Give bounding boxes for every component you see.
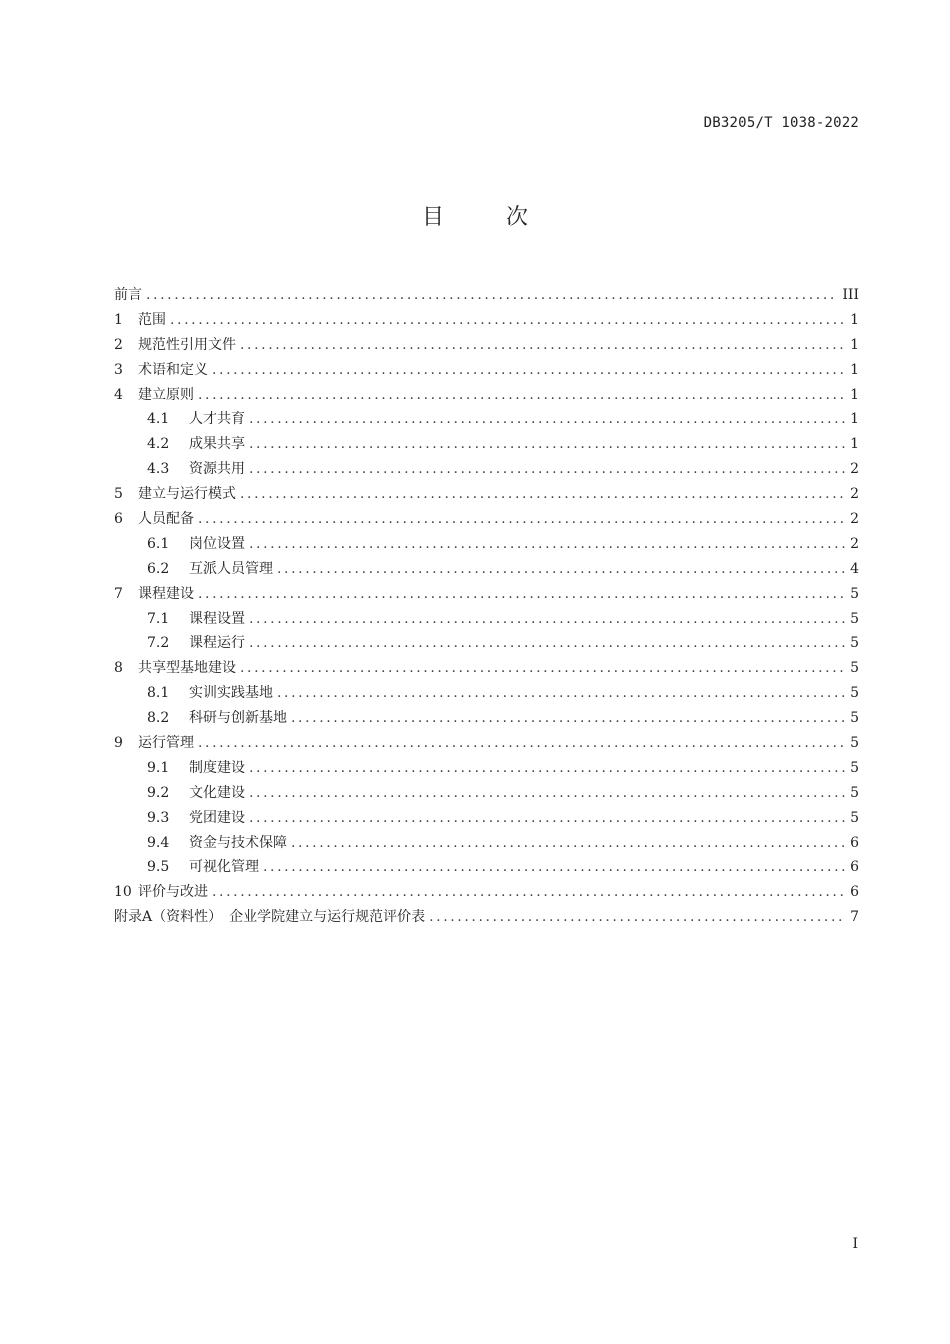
toc-entry-number: 6.1 xyxy=(147,535,170,552)
toc-entry[interactable] xyxy=(114,831,859,856)
toc-entry[interactable] xyxy=(114,358,859,383)
toc-entry-page: 1 xyxy=(850,411,859,428)
toc-entry-page: 5 xyxy=(850,610,859,627)
toc-entry-label: 建立与运行模式 xyxy=(138,486,236,503)
toc-entry-number: 9.5 xyxy=(147,859,170,876)
toc-entry-page: 2 xyxy=(850,486,859,503)
toc-entry-number: 9.4 xyxy=(147,834,170,851)
toc-entry-number: 7 xyxy=(114,585,123,602)
toc-entry-label: 范围 xyxy=(138,311,166,328)
toc-dot-leader xyxy=(198,507,846,532)
toc-entry-page: 7 xyxy=(850,909,859,926)
toc-dot-leader xyxy=(240,656,846,681)
toc-dot-leader xyxy=(212,880,846,905)
toc-entry-number: 4.1 xyxy=(147,411,170,428)
toc-entry-number: 4 xyxy=(114,386,123,403)
toc-entry-page: 5 xyxy=(850,710,859,727)
toc-entry[interactable] xyxy=(114,407,859,432)
toc-entry-number: 6.2 xyxy=(147,560,170,577)
toc-entry-page: 2 xyxy=(850,461,859,478)
toc-entry-label: 制度建设 xyxy=(189,759,245,776)
toc-entry-page: 6 xyxy=(850,884,859,901)
toc-dot-leader xyxy=(146,283,838,308)
toc-entry-number: 5 xyxy=(114,486,123,503)
toc-entry-label: 附录A（资料性） 企业学院建立与运行规范评价表 xyxy=(114,909,426,926)
toc-entry[interactable] xyxy=(114,631,859,656)
toc-dot-leader xyxy=(198,731,846,756)
toc-entry-label: 课程建设 xyxy=(138,585,194,602)
toc-dot-leader xyxy=(249,631,846,656)
toc-dot-leader xyxy=(429,905,846,930)
toc-dot-leader xyxy=(263,855,846,880)
toc-entry-label: 岗位设置 xyxy=(189,535,245,552)
toc-entry-number: 3 xyxy=(114,361,123,378)
toc-dot-leader xyxy=(212,358,846,383)
toc-entry-number: 8.1 xyxy=(147,685,170,702)
toc-entry-page: 5 xyxy=(850,660,859,677)
toc-entry-number: 1 xyxy=(114,311,123,328)
toc-entry[interactable] xyxy=(114,880,859,905)
toc-dot-leader xyxy=(198,383,846,408)
toc-entry-number: 10 xyxy=(114,884,132,901)
toc-entry[interactable] xyxy=(114,557,859,582)
toc-entry-page: 5 xyxy=(850,635,859,652)
toc-entry-number: 4.3 xyxy=(147,461,170,478)
toc-entry-label: 课程设置 xyxy=(189,610,245,627)
document-code: DB3205/T 1038-2022 xyxy=(703,115,859,131)
toc-entry[interactable] xyxy=(114,432,859,457)
toc-entry-label: 互派人员管理 xyxy=(189,560,273,577)
toc-entry[interactable] xyxy=(114,756,859,781)
toc-entry-page: 1 xyxy=(850,436,859,453)
toc-entry-label: 实训实践基地 xyxy=(189,685,273,702)
toc-entry[interactable] xyxy=(114,607,859,632)
toc-entry[interactable] xyxy=(114,283,859,308)
toc-entry-number: 9.3 xyxy=(147,809,170,826)
toc-entry-number: 7.1 xyxy=(147,610,170,627)
toc-entry[interactable] xyxy=(114,457,859,482)
toc-entry-page: 5 xyxy=(850,685,859,702)
toc-entry-page: 5 xyxy=(850,735,859,752)
toc-entry-label: 党团建设 xyxy=(189,809,245,826)
toc-entry-label: 资源共用 xyxy=(189,461,245,478)
toc-entry-label: 课程运行 xyxy=(189,635,245,652)
toc-dot-leader xyxy=(240,482,846,507)
toc-dot-leader xyxy=(170,308,846,333)
toc-dot-leader xyxy=(291,706,846,731)
toc-entry[interactable] xyxy=(114,507,859,532)
toc-entry[interactable] xyxy=(114,333,859,358)
toc-entry-label: 文化建设 xyxy=(189,784,245,801)
toc-entry-label: 成果共享 xyxy=(189,436,245,453)
toc-dot-leader xyxy=(291,831,846,856)
toc-dot-leader xyxy=(249,806,846,831)
toc-entry-page: 6 xyxy=(850,859,859,876)
toc-entry-number: 8 xyxy=(114,660,123,677)
toc-entry[interactable] xyxy=(114,781,859,806)
toc-entry-number: 9.2 xyxy=(147,784,170,801)
page-number: I xyxy=(852,1236,858,1252)
toc-entry-page: 5 xyxy=(850,784,859,801)
toc-entry-number: 2 xyxy=(114,336,123,353)
toc-entry-page: 5 xyxy=(850,585,859,602)
toc-entry[interactable] xyxy=(114,855,859,880)
toc-entry-label: 前言 xyxy=(114,287,142,303)
toc-entry[interactable] xyxy=(114,383,859,408)
toc-title: 目次 xyxy=(421,205,590,230)
toc-entry-page: 2 xyxy=(850,511,859,528)
toc-entry-label: 人才共育 xyxy=(189,411,245,428)
toc-entry-label: 人员配备 xyxy=(138,511,194,528)
toc-dot-leader xyxy=(249,532,846,557)
toc-entry-label: 可视化管理 xyxy=(189,859,259,876)
toc-entry-number: 4.2 xyxy=(147,436,170,453)
toc-entry-label: 资金与技术保障 xyxy=(189,834,287,851)
toc-entry-label: 共享型基地建设 xyxy=(138,660,236,677)
toc-entry-label: 术语和定义 xyxy=(138,361,208,378)
toc-entry-page: 4 xyxy=(850,560,859,577)
toc-entry[interactable] xyxy=(114,681,859,706)
toc-dot-leader xyxy=(249,457,846,482)
toc-entry-page: 1 xyxy=(850,361,859,378)
toc-dot-leader xyxy=(277,681,846,706)
toc-entry-number: 9.1 xyxy=(147,759,170,776)
toc-entry[interactable] xyxy=(114,706,859,731)
toc-entry-number: 8.2 xyxy=(147,710,170,727)
toc-dot-leader xyxy=(249,781,846,806)
toc-entry[interactable] xyxy=(114,482,859,507)
toc-dot-leader xyxy=(240,333,846,358)
toc-entry-page: 6 xyxy=(850,834,859,851)
toc-entry-number: 9 xyxy=(114,735,123,752)
toc-entry-page: 1 xyxy=(850,386,859,403)
toc-entry-label: 运行管理 xyxy=(138,735,194,752)
toc-entry-page: 2 xyxy=(850,535,859,552)
toc-entry-page: 1 xyxy=(850,311,859,328)
toc-entry[interactable] xyxy=(114,731,859,756)
toc-entry[interactable] xyxy=(114,905,859,930)
toc-entry-page: III xyxy=(842,287,859,303)
toc-entry-label: 建立原则 xyxy=(138,386,194,403)
toc-dot-leader xyxy=(249,407,846,432)
toc-entry-number: 7.2 xyxy=(147,635,170,652)
toc-entry-page: 5 xyxy=(850,759,859,776)
toc-entry[interactable] xyxy=(114,308,859,333)
toc-entry[interactable] xyxy=(114,656,859,681)
toc-entry-label: 科研与创新基地 xyxy=(189,710,287,727)
table-of-contents xyxy=(114,283,859,930)
toc-entry[interactable] xyxy=(114,582,859,607)
toc-dot-leader xyxy=(249,756,846,781)
toc-dot-leader xyxy=(277,557,846,582)
toc-entry-label: 评价与改进 xyxy=(138,884,208,901)
toc-dot-leader xyxy=(249,432,846,457)
toc-entry-page: 1 xyxy=(850,336,859,353)
toc-entry-label: 规范性引用文件 xyxy=(138,336,236,353)
toc-entry-page: 5 xyxy=(850,809,859,826)
toc-entry[interactable] xyxy=(114,806,859,831)
toc-entry[interactable] xyxy=(114,532,859,557)
toc-entry-number: 6 xyxy=(114,511,123,528)
toc-dot-leader xyxy=(198,582,846,607)
toc-dot-leader xyxy=(249,607,846,632)
